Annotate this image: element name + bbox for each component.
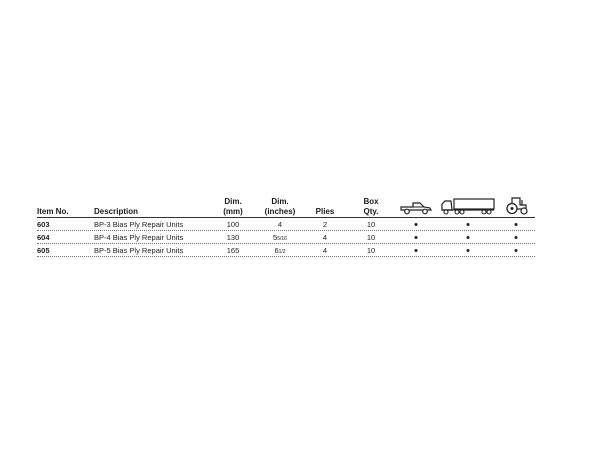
table-row — [37, 231, 535, 244]
header-dim-mm — [223, 197, 243, 217]
pickup-mark — [415, 236, 418, 239]
description: BP-3 Bias Ply Repair Units — [94, 220, 184, 229]
header-dim-mm-line2: (mm) — [223, 207, 243, 216]
header-dim-inches-line1: Dim. — [271, 197, 289, 206]
dim-inches — [278, 220, 282, 231]
table-row — [37, 244, 535, 257]
header-dim-inches-line2: (inches) — [264, 207, 296, 216]
plies: 4 — [322, 246, 328, 255]
semi-mark — [467, 223, 470, 226]
semi-mark — [467, 249, 470, 252]
pickup-mark — [415, 223, 418, 226]
header-dim-inches — [265, 197, 296, 217]
item-no: 604 — [37, 233, 50, 242]
semi-mark — [467, 236, 470, 239]
box-qty: 10 — [366, 246, 376, 255]
header-item-no: Item No. — [37, 207, 69, 216]
dim-inches-whole: 4 — [277, 220, 283, 229]
dim-inches — [274, 246, 285, 257]
table-header — [37, 193, 535, 217]
pickup-truck-icon — [400, 200, 432, 215]
dim-inches-whole: 6 — [274, 246, 279, 255]
plies: 2 — [322, 220, 328, 229]
product-table — [37, 193, 535, 257]
description: BP-4 Bias Ply Repair Units — [94, 233, 184, 242]
box-qty: 10 — [366, 220, 376, 229]
header-plies: Plies — [315, 207, 335, 216]
header-dim-mm-line1: Dim. — [224, 197, 242, 206]
item-no: 605 — [37, 246, 50, 255]
description: BP-5 Bias Ply Repair Units — [94, 246, 184, 255]
plies: 4 — [322, 233, 328, 242]
box-qty: 10 — [366, 233, 376, 242]
dim-inches-whole: 5 — [273, 233, 278, 242]
dim-inches-fraction: 1/2 — [278, 249, 286, 255]
dim-inches — [273, 233, 287, 244]
semi-truck-icon — [440, 198, 496, 215]
tractor-mark — [515, 223, 518, 226]
item-no: 603 — [37, 220, 50, 229]
tractor-mark — [515, 249, 518, 252]
table-row — [37, 218, 535, 231]
dim-mm: 165 — [226, 246, 240, 255]
tractor-mark — [515, 236, 518, 239]
header-box-qty-line1: Box — [363, 197, 379, 206]
dim-mm: 100 — [226, 220, 240, 229]
pickup-mark — [415, 249, 418, 252]
header-box-qty — [363, 197, 378, 217]
tractor-icon — [503, 195, 529, 215]
dim-inches-fraction: 5/16 — [277, 236, 287, 242]
header-description: Description — [94, 207, 139, 216]
dim-mm: 130 — [226, 233, 240, 242]
header-box-qty-line2: Qty. — [363, 207, 379, 216]
